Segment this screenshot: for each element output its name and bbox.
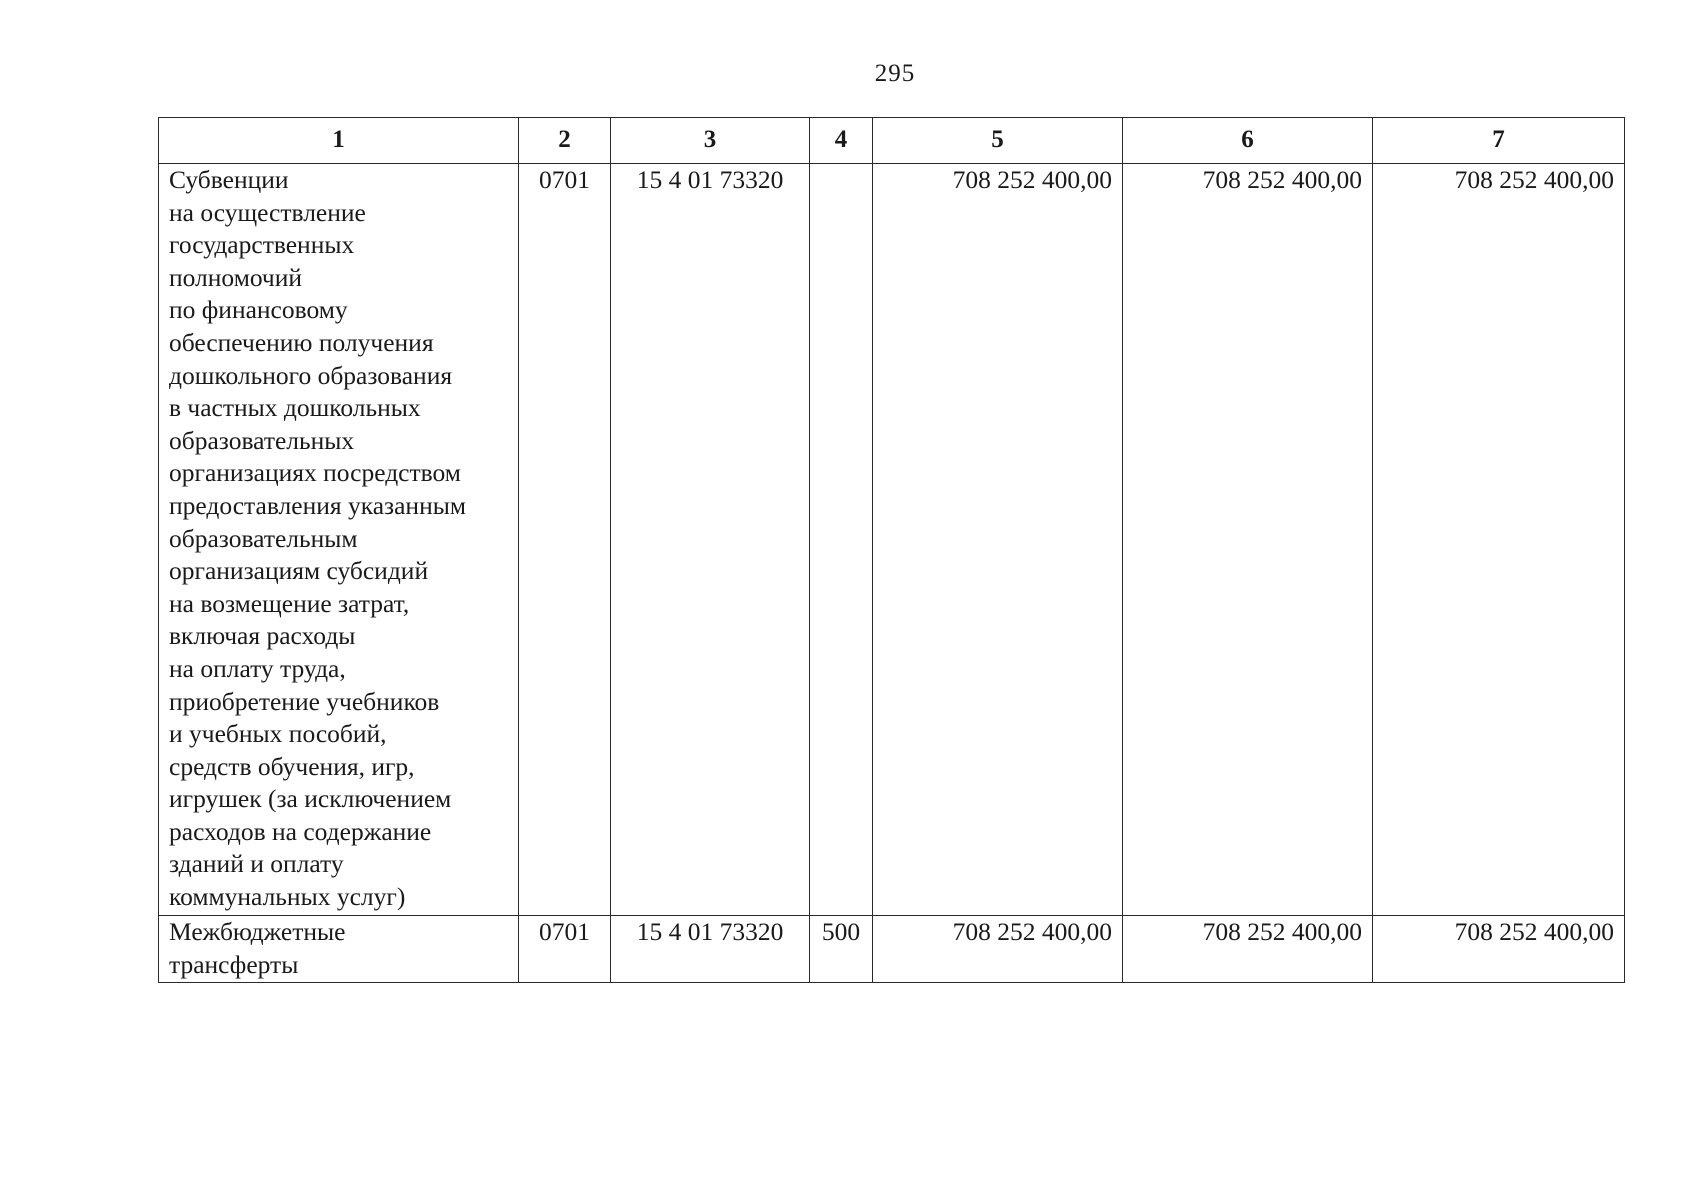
expense-type-cell xyxy=(810,164,873,916)
header-col-7: 7 xyxy=(1373,118,1625,164)
name-line: организациях посредством xyxy=(169,458,461,488)
table-row xyxy=(159,916,1625,983)
target-article-cell: 15 4 01 73320 xyxy=(611,164,810,916)
name-line: предоставления указанным xyxy=(169,490,466,520)
name-line: зданий и оплату xyxy=(169,849,344,879)
header-col-5: 5 xyxy=(873,118,1123,164)
name-line: Межбюджетные xyxy=(169,917,346,946)
header-col-6: 6 xyxy=(1123,118,1373,164)
name-line: трансферты xyxy=(169,949,299,979)
table-row xyxy=(159,164,1625,916)
section-code-cell: 0701 xyxy=(519,164,611,916)
expense-type-cell: 500 xyxy=(810,916,873,983)
row-name-cell xyxy=(159,916,519,983)
row-name-cell xyxy=(159,164,519,916)
amount-col-7-cell: 708 252 400,00 xyxy=(1373,164,1625,916)
name-line: игрушек (за исключением xyxy=(169,784,452,814)
name-line: государственных xyxy=(169,230,355,260)
header-col-1: 1 xyxy=(159,118,519,164)
name-line: Субвенции xyxy=(169,165,289,194)
target-article-cell: 15 4 01 73320 xyxy=(611,916,810,983)
name-line: на осуществление xyxy=(169,197,366,227)
name-line: расходов на содержание xyxy=(169,816,432,846)
name-line: обеспечению получения xyxy=(169,327,434,357)
page-number: 295 xyxy=(874,60,916,87)
name-line: на возмещение затрат, xyxy=(169,588,410,618)
amount-col-5-cell: 708 252 400,00 xyxy=(873,164,1123,916)
name-line: полномочий xyxy=(169,262,303,292)
name-line: приобретение учебников xyxy=(169,686,440,716)
name-line: на оплату труда, xyxy=(169,653,346,683)
name-line: коммунальных услуг) xyxy=(169,882,406,912)
name-line: дошкольного образования xyxy=(169,360,453,390)
name-line: включая расходы xyxy=(169,621,356,651)
header-col-2: 2 xyxy=(519,118,611,164)
amount-col-6-cell: 708 252 400,00 xyxy=(1123,164,1373,916)
name-line: и учебных пособий, xyxy=(169,719,387,749)
budget-table xyxy=(158,117,1625,983)
name-line: по финансовому xyxy=(169,295,348,325)
name-line: организациям субсидий xyxy=(169,556,429,586)
name-line: в частных дошкольных xyxy=(169,393,421,423)
header-col-4: 4 xyxy=(810,118,873,164)
header-col-3: 3 xyxy=(611,118,810,164)
name-line: средств обучения, игр, xyxy=(169,751,415,781)
name-line: образовательных xyxy=(169,425,355,455)
name-line: образовательным xyxy=(169,523,358,553)
amount-col-5-cell: 708 252 400,00 xyxy=(873,916,1123,983)
amount-col-7-cell: 708 252 400,00 xyxy=(1373,916,1625,983)
amount-col-6-cell: 708 252 400,00 xyxy=(1123,916,1373,983)
section-code-cell: 0701 xyxy=(519,916,611,983)
header-row xyxy=(159,118,1625,164)
